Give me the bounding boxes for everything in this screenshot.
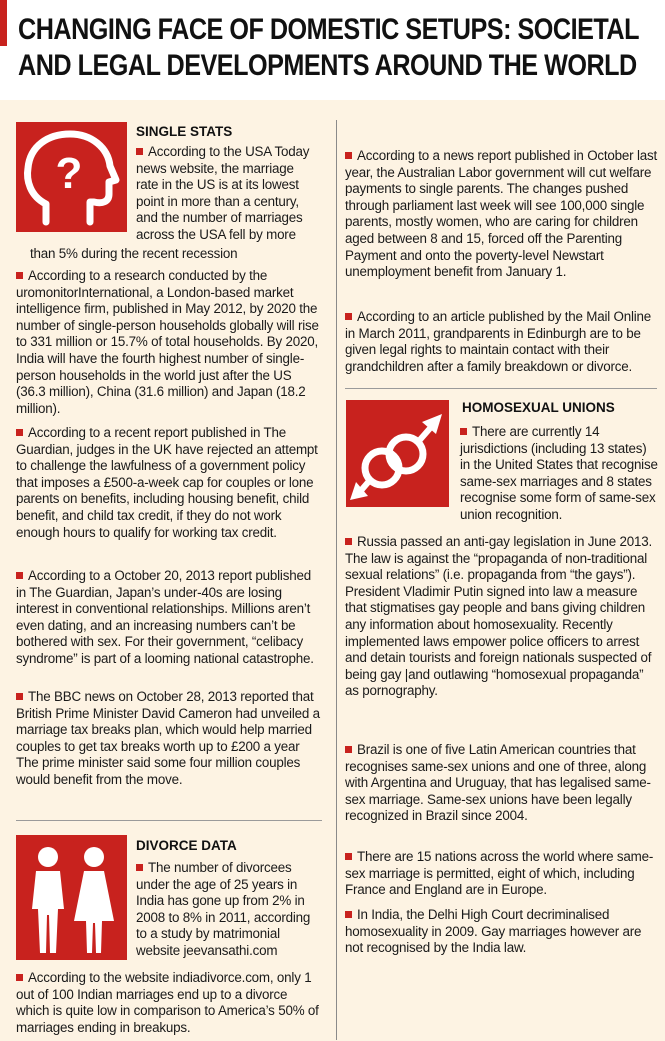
homosexual-unions-item-text: Russia passed an anti-gay legislation in June 2013. The law is against the “propaganda of non-traditional sexual relations” (i.e. propaganda from “the gays”). President Vladimir Putin signed into law a measure that stigmatises gay people and bans giving children any information about homosexuality. Recently implemented laws empower police officers to arrest and detain tourists and foreign nationals suspected of being gay |and outlawing “homosexual propaganda” as pornography. [345, 534, 653, 699]
section-divider [345, 388, 657, 389]
single-stats-item-text: According to a October 20, 2013 report published in The Guardian, Japan’s under-40s are losing interest in conventional relationships. Millions aren’t even dating, and an increasing numbers can’t be bothered with sex. For their government, “celibacy syndrome” is part of a looming national catastrophe. [16, 568, 314, 666]
divorce-data-heading: DIVORCE DATA [136, 838, 237, 853]
bullet-icon [345, 746, 352, 753]
accent-bar [0, 0, 7, 46]
column-divider [336, 120, 337, 1040]
bullet-icon [16, 693, 23, 700]
head-question-icon [16, 122, 127, 232]
right-item-text: According to a news report published in October last year, the Australian Labor government will cut welfare payments to single parents. The changes pushed through parliament last week will see 100,000 single parents, mostly women, who are caring for children aged between 8 and 15, forced off the Parenting Payment and onto the poverty-level Newstart unemployment benefit from January 1. [345, 148, 657, 280]
male-symbols-icon [346, 400, 449, 507]
single-stats-item [16, 568, 322, 668]
single-stats-intro-tail: than 5% during the recent recession [30, 246, 238, 261]
bullet-icon [16, 974, 23, 981]
single-stats-item [16, 268, 322, 417]
single-stats-intro-text: According to the USA Today news website, the marriage rate in the US is at its lowest point in more than a century, and the number of marriages across the USA fell by more [136, 144, 310, 242]
divorce-data-item-text: According to the website indiadivorce.com, only 1 out of 100 Indian marriages end up to a divorce which is quite low in comparison to America’s 50% of marriages ending in breakups. [16, 970, 319, 1035]
divorce-data-item [16, 970, 322, 1036]
single-stats-item-text: The BBC news on October 28, 2013 reported that British Prime Minister David Cameron had unveiled a marriage tax breaks plan, which would help married couples to get tax breaks worth up to £200 a year The prime minister said some four million couples would benefit from the move. [16, 689, 320, 787]
single-stats-item-text: According to a recent report published in The Guardian, judges in the UK have rejected an attempt to challenge the lawfulness of a government policy that imposes a £500-a-week cap for couples or lone parents on benefits, including housing benefit, child benefit, and child tax credit, if they do not work enough hours to qualify for working tax credit. [16, 425, 318, 540]
title-line-2: AND LEGAL DEVELOPMENTS AROUND THE WORLD [18, 49, 637, 82]
bullet-icon [16, 272, 23, 279]
broken-couple-icon [16, 835, 127, 960]
divorce-data-intro [136, 860, 318, 960]
title-band [0, 0, 665, 100]
bullet-icon [345, 853, 352, 860]
homosexual-unions-item-text: In India, the Delhi High Court decriminalised homosexuality in 2009. Gay marriages however are not recognised by the India law. [345, 907, 642, 956]
bullet-icon [345, 911, 352, 918]
section-divider [16, 820, 322, 821]
homosexual-unions-item [345, 534, 657, 700]
title-line-1: CHANGING FACE OF DOMESTIC SETUPS: SOCIETAL [18, 13, 639, 46]
divorce-data-intro-text: The number of divorcees under the age of 25 years in India has gone up from 2% in 2008 to 8% in 2011, according to a study by matrimonial website jeevansathi.com [136, 860, 311, 958]
right-item [345, 309, 657, 375]
page-title [18, 12, 639, 84]
bullet-icon [460, 428, 467, 435]
homosexual-unions-intro [460, 424, 658, 524]
right-item-text: According to an article published by the Mail Online in March 2011, grandparents in Edinburgh are to be given legal rights to maintain contact with their grandchildren after a family breakdown or divorce. [345, 309, 652, 374]
bullet-icon [345, 152, 352, 159]
single-stats-item [16, 425, 322, 541]
homosexual-unions-item-text: Brazil is one of five Latin American countries that recognises same-sex unions and one of three, along with Argentina and Uruguay, that has legalised same-sex marriage. Same-sex unions have been legally recognized in Brazil since 2004. [345, 742, 651, 824]
homosexual-unions-item [345, 849, 657, 899]
homosexual-unions-item-text: There are 15 nations across the world where same-sex marriage is permitted, eight of which, including France and England are in Europe. [345, 849, 654, 898]
single-stats-item [16, 689, 322, 789]
right-item [345, 148, 657, 281]
homosexual-unions-intro-text: There are currently 14 jurisdictions (including 13 states) in the United States that recognise same-sex marriages and 8 states recognise some form of same-sex union recognition. [460, 424, 658, 522]
single-stats-intro [136, 144, 314, 248]
bullet-icon [16, 572, 23, 579]
single-stats-item-text: According to a research conducted by the uromonitorInternational, a London-based market intelligence firm, published in May 2012, by 2020 the number of single-person households globally will rise to 331 million or 15.7% of total households. By 2020, India will have the fourth highest number of single-person households in the world just after the US (36.3 million), China (31.6 million) and Japan (18.2 million). [16, 268, 319, 416]
homosexual-unions-item [345, 742, 657, 825]
bullet-icon [136, 864, 143, 871]
svg-text:?: ? [55, 149, 83, 198]
bullet-icon [345, 538, 352, 545]
homosexual-unions-item [345, 907, 657, 957]
bullet-icon [16, 429, 23, 436]
bullet-icon [136, 148, 143, 155]
single-stats-heading: SINGLE STATS [136, 124, 233, 139]
homosexual-unions-heading: HOMOSEXUAL UNIONS [462, 400, 615, 415]
bullet-icon [345, 313, 352, 320]
